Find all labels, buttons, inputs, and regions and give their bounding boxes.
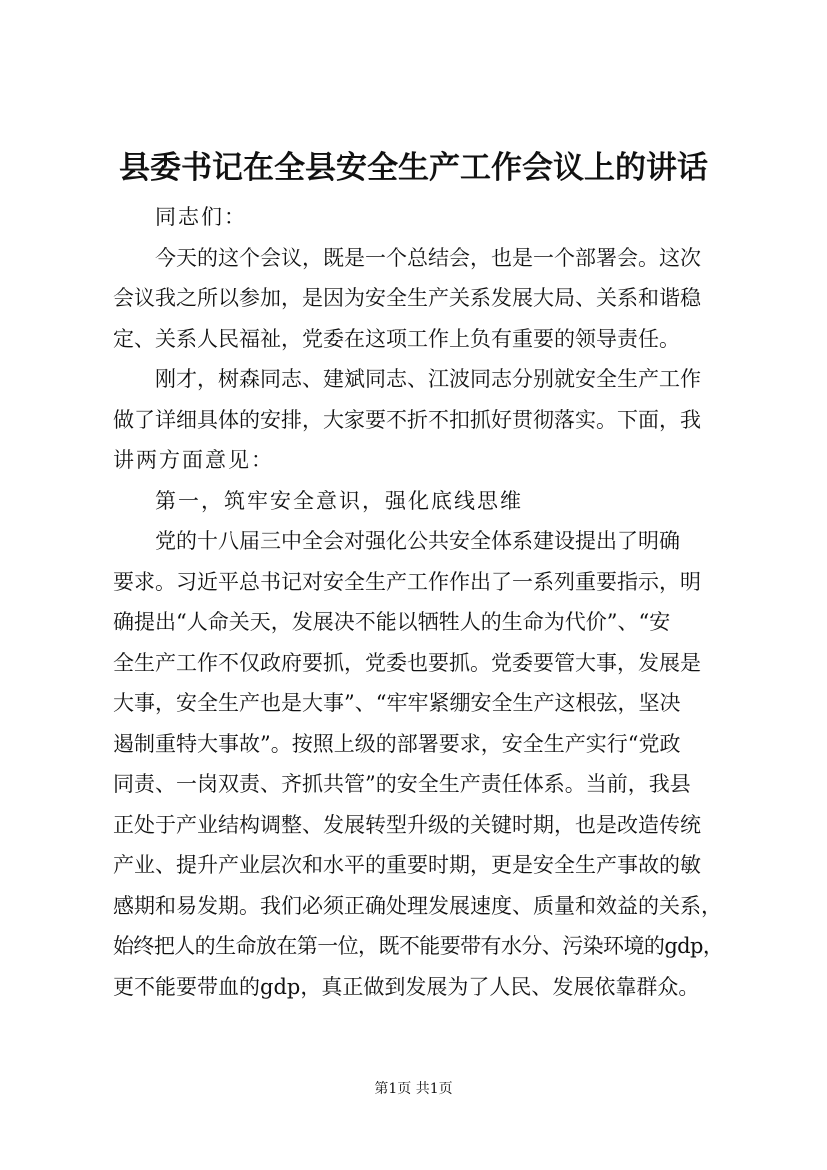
text-line: 刚才，树森同志、建斌同志、江波同志分别就安全生产工作 xyxy=(155,367,701,391)
text-line: 党的十八届三中全会对强化公共安全体系建设提出了明确 xyxy=(155,529,680,553)
text-line: 始终把人的生命放在第一位，既不能要带有水分、污染环境的gdp， xyxy=(113,934,724,958)
document-body xyxy=(113,197,723,1007)
text-line: 产业、提升产业层次和水平的重要时期，更是安全生产事故的敏 xyxy=(113,853,701,877)
text-line: 做了详细具体的安排，大家要不折不扣抓好贯彻落实。下面，我 xyxy=(113,407,701,432)
text-line: 第一，筑牢安全意识，强化底线思维 xyxy=(155,488,523,513)
text-line: 讲两方面意见： xyxy=(113,448,274,472)
text-line: 今天的这个会议，既是一个总结会，也是一个部署会。这次 xyxy=(155,245,701,270)
text-line: 大事，安全生产也是大事”、“牢牢紧绷安全生产这根弦，坚决 xyxy=(113,691,681,715)
text-line: 定、关系人民福祉，党委在这项工作上负有重要的领导责任。 xyxy=(113,326,680,351)
text-line: 确提出“人命关天，发展决不能以牺牲人的生命为代价”、“安 xyxy=(113,610,671,634)
text-line: 感期和易发期。我们必须正确处理发展速度、质量和效益的关系， xyxy=(113,893,722,918)
text-line: 同志们： xyxy=(155,205,247,229)
text-line: 全生产工作不仅政府要抓，党委也要抓。党委要管大事，发展是 xyxy=(113,650,701,675)
text-line: 正处于产业结构调整、发展转型升级的关键时期，也是改造传统 xyxy=(113,812,701,837)
page-footer: 第1页 共1页 xyxy=(374,1081,453,1097)
text-line: 会议我之所以参加，是因为安全生产关系发展大局、关系和谐稳 xyxy=(113,286,701,310)
text-line: 同责、一岗双责、齐抓共管”的安全生产责任体系。当前，我县 xyxy=(113,772,691,796)
document-title: 县委书记在全县安全生产工作会议上的讲话 xyxy=(119,150,708,186)
text-line: 要求。习近平总书记对安全生产工作作出了一系列重要指示，明 xyxy=(113,569,701,594)
text-line: 更不能要带血的gdp，真正做到发展为了人民、发展依靠群众。 xyxy=(113,974,700,999)
text-line: 遏制重特大事故”。按照上级的部署要求，安全生产实行“党政 xyxy=(113,731,681,756)
